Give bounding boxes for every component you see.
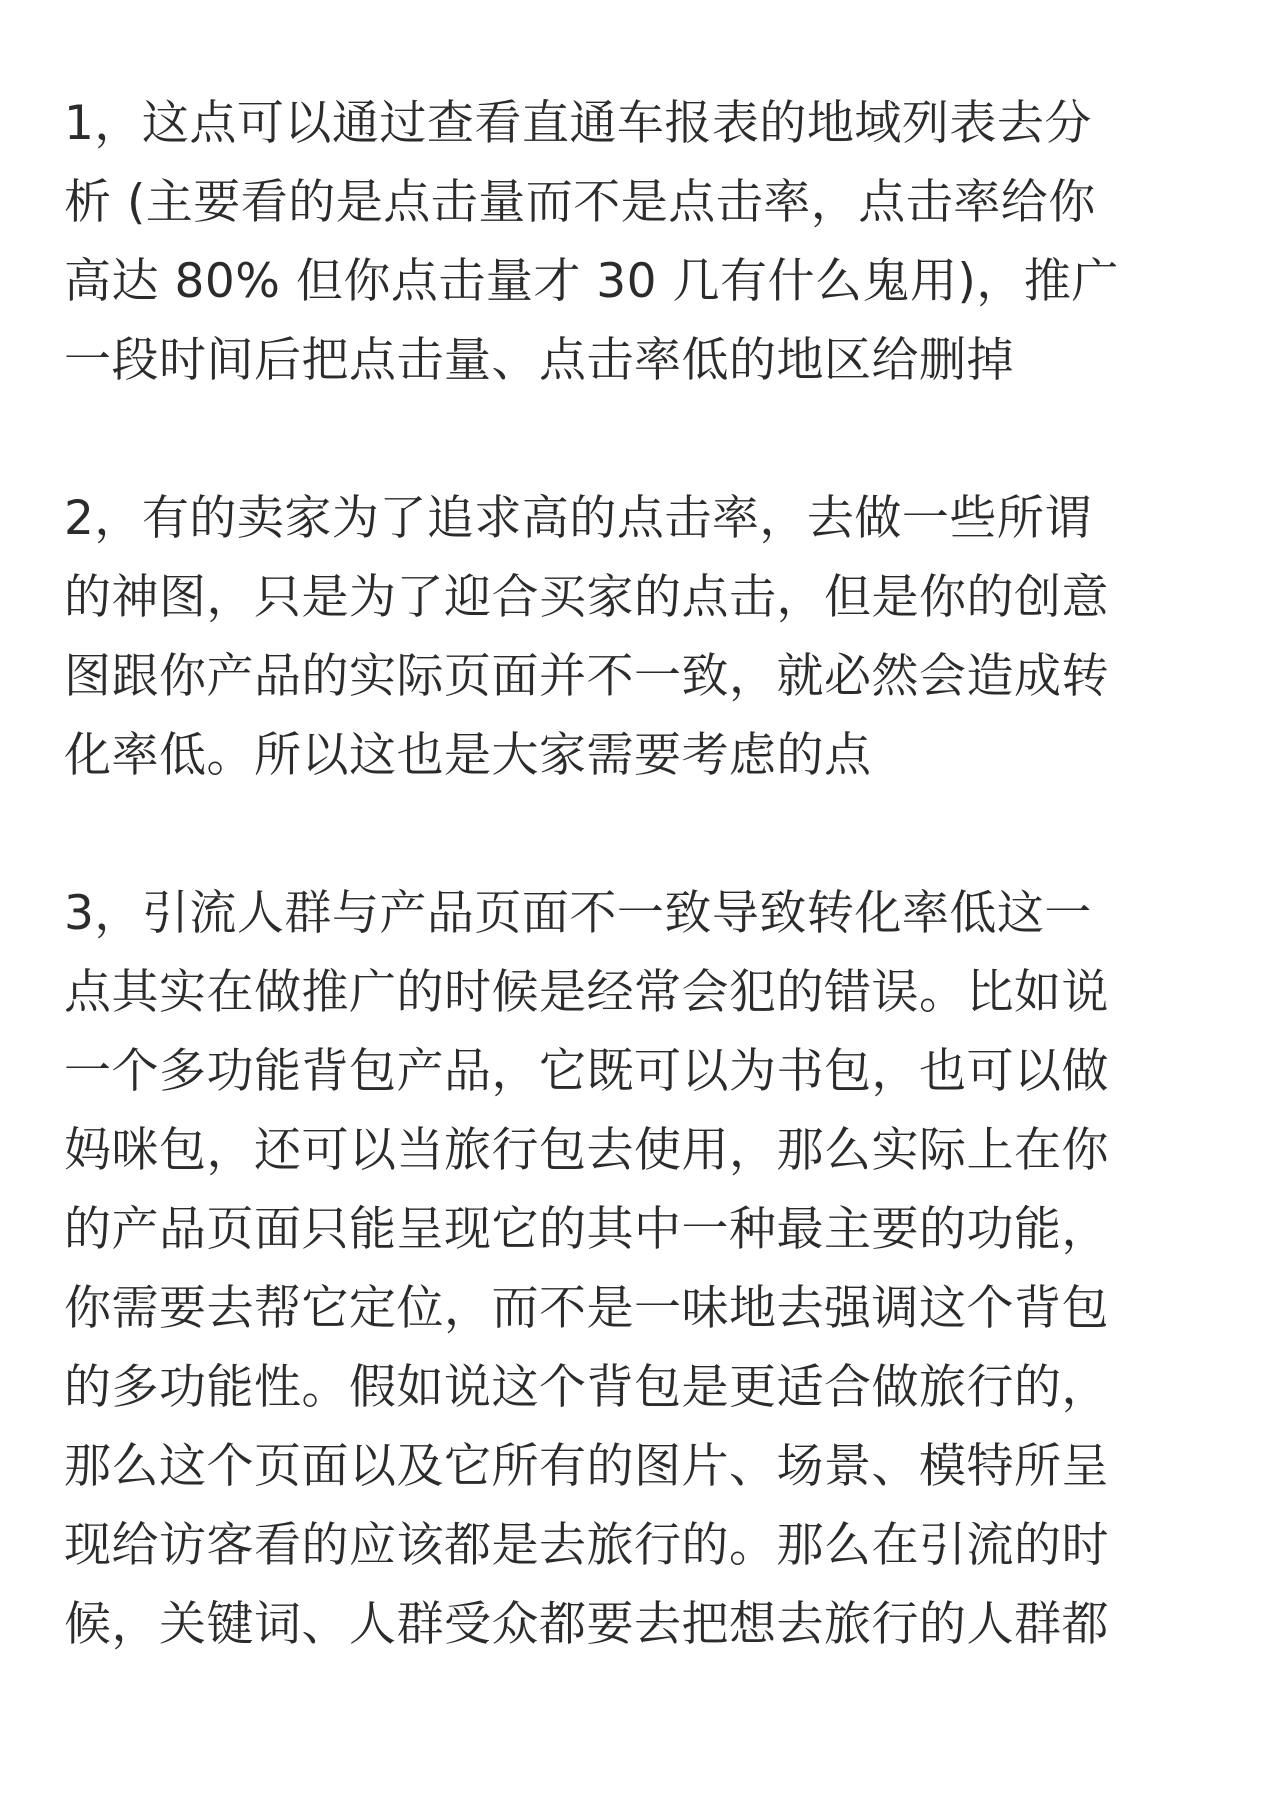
paragraph-2: [64, 479, 1216, 795]
text-line: 妈咪包，还可以当旅行包去使用，那么实际上在你: [64, 1123, 1109, 1178]
text-line: 2，有的卖家为了追求高的点击率，去做一些所谓: [64, 491, 1092, 546]
text-line: 高达 80% 但你点击量才 30 几有什么鬼用)，推广: [64, 254, 1119, 309]
text-line: 的神图，只是为了迎合买家的点击，但是你的创意: [64, 570, 1109, 625]
text-line: 现给访客看的应该都是去旅行的。那么在引流的时: [64, 1518, 1109, 1573]
paragraph-1: [64, 84, 1216, 400]
text-line: 的多功能性。假如说这个背包是更适合做旅行的，: [64, 1360, 1109, 1415]
text-line: 候，关键词、人群受众都要去把想去旅行的人群都: [64, 1597, 1109, 1652]
document-body: [64, 84, 1216, 1664]
text-line: 图跟你产品的实际页面并不一致，就必然会造成转: [64, 649, 1109, 704]
text-line: 化率低。所以这也是大家需要考虑的点: [64, 728, 872, 783]
text-line: 析 (主要看的是点击量而不是点击率，点击率给你: [64, 175, 1096, 230]
text-line: 的产品页面只能呈现它的其中一种最主要的功能，: [64, 1202, 1109, 1257]
text-line: 一段时间后把点击量、点击率低的地区给删掉: [64, 333, 1014, 388]
text-line: 那么这个页面以及它所有的图片、场景、模特所呈: [64, 1439, 1109, 1494]
paragraph-3: [64, 874, 1216, 1664]
text-line: 你需要去帮它定位，而不是一味地去强调这个背包: [64, 1281, 1109, 1336]
text-line: 点其实在做推广的时候是经常会犯的错误。比如说: [64, 965, 1109, 1020]
text-line: 3，引流人群与产品页面不一致导致转化率低这一: [64, 886, 1092, 941]
text-line: 一个多功能背包产品，它既可以为书包，也可以做: [64, 1044, 1109, 1099]
text-line: 1，这点可以通过查看直通车报表的地域列表去分: [64, 96, 1092, 151]
